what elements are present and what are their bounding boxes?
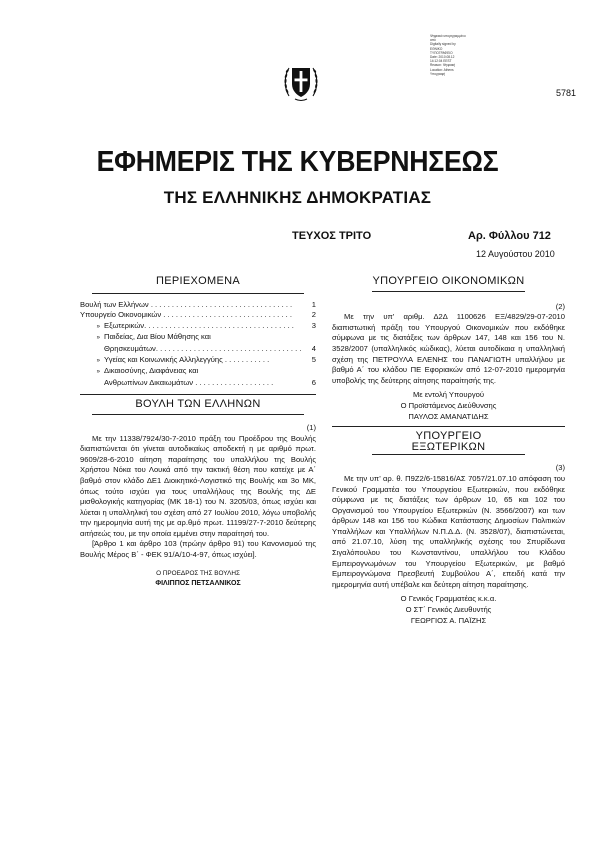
coat-of-arms-icon <box>282 62 320 102</box>
stamp-line: Location: Athens <box>430 67 454 72</box>
stamp-line: από <box>430 38 436 43</box>
decision-text: Με την υπ’ αριθμ. Δ2Δ 1100626 ΕΞ/4829/29-07-2010 διαπιστωτική πράξη του Υπουργού Οικονομικών που εκδόθηκε σύμφωνα με τις διατάξεις των άρθρων 147, 148 και 156 του Ν. 3528/2007 (υπαλληλικός κώδικας), λύεται αυτοδίκαια η υπαλληλική σχέση της ΠΕΤΡΟΥΛΑ ΕΛΕΝΗΣ του ΠΑΝΑΓΙΩΤΗ υπαλλήλου με βαθμό Α΄ του κλάδου ΠΕ Εφοριακών από 12-07-2010 ημερομηνία υποβολής της δεύτερης αίτησης παραίτησής της. <box>332 312 565 385</box>
parliament-heading: ΒΟΥΛΗ ΤΩΝ ΕΛΛΗΝΩΝ <box>135 398 261 411</box>
signer-line: Με εντολή Υπουργού <box>412 390 485 400</box>
contents-item: » Υγείας και Κοινωνικής Αλληλεγγύης . . . . . . . . . . . 5 <box>96 354 316 364</box>
decision-text: Με την υπ’ αρ. θ. Π9Ζ2/6-15816/ΑΣ 7057/21.07.10 απόφαση του Γενικού Γραμματέα του Υπουργείου Εξωτερικών, που εκδόθηκε σύμφωνα με τις διατάξεις των άρθρων 10, 65 και 102 του Οργανισμού του Υπουργείου Εξωτερικών (Ν. 3566/2007) και των άρθρων 148 και 156 του Κώδικα Κατάστασης Δημοσίων Πολιτικών Υπαλλήλων και Υπαλλήλων Ν.Π.Δ.Δ. (Ν. 3528/07), διαπιστώνεται, από 21.07.10, λύση της υπαλληλικής σχέσης του Σπυρίδωνα Σιγαλόπουλου του Κωνσταντίνου, υπαλλήλου του Κλάδου Εμπειρογνωμόνων του Υπουργείου Εξωτερικών, με βαθμό Εμπειρογνώμονα Πρεσβευτή Συμβούλου Α΄, επειδή κατά την ημερομηνία αυτή υπέβαλε και δεύτερη αίτηση παραίτησης. <box>332 473 565 589</box>
gazette-title: ΕΦΗΜΕΡΙΣ ΤΗΣ ΚΥΒΕΡΝΗΣΕΩΣ <box>96 146 499 178</box>
divider <box>372 291 525 292</box>
contents-item: » Δικαιοσύνης, Διαφάνειας και <box>96 366 199 376</box>
contents-item: » Παιδείας, Δια Βίου Μάθησης και <box>96 332 211 342</box>
decision-number: (2) <box>555 301 565 311</box>
contents-item: Θρησκευμάτων. . . . . . . . . . . . . . . . . . . . . . . . . . . . . . . . . . . 4 <box>104 343 316 353</box>
divider <box>372 454 525 455</box>
stamp-line: Ψηφιακά υπογεγραμμένο <box>430 34 466 38</box>
contents-item: Υπουργείο Οικονομικών . . . . . . . . . . . . . . . . . . . . . . . . . . . . . . . 2 <box>80 310 316 320</box>
contents-item: Ανθρωπίνων Δικαιωμάτων . . . . . . . . . . . . . . . . . . . 6 <box>104 377 316 387</box>
issue-date: 12 Αυγούστου 2010 <box>476 249 555 259</box>
decision-number: (3) <box>555 463 565 473</box>
divider <box>80 394 316 395</box>
contents-heading: ΠΕΡΙΕΧΟΜΕΝΑ <box>156 275 240 287</box>
issue-number: Αρ. Φύλλου 712 <box>468 230 551 242</box>
stamp-line: Digitally signed by <box>430 42 456 47</box>
stamp-line: 14:12:04 EEST <box>430 59 452 64</box>
decision-number: (1) <box>306 422 316 432</box>
stamp-line: Reason: Ψηφιακή <box>430 63 456 68</box>
signer-name: ΓΕΩΡΓΙΟΣ Α. ΠΑΪΖΗΣ <box>410 615 487 625</box>
ministry-foreign-heading-2: ΕΞΩΤΕΡΙΚΩΝ <box>411 440 486 453</box>
divider <box>332 426 565 427</box>
decision-text: Με την 11338/7924/30-7-2010 πράξη του Προέδρου της Βουλής διαπιστώνεται ότι γίνεται αυτοδικαίως αποδεκτή η με αριθμό πρωτ. 9609/28-6-2010 αίτηση παραίτησης του υπαλλήλου της Βουλής Χρήστου Νόκα του Λουκά από την τακτική θέση που κατείχε με Α΄ βαθμό στον κλάδο ΔΕ1 Διοικητικό-Λογιστικό της Βουλής και 3ο ΜΚ, όπως τούτο ισχύει για τους υπαλλήλους της Βουλής της ΔΕ μισθολογικής κατηγορίας (ΜΚ 18-1) του Ν. 3205/03, όπως ισχύει και λύεται η υπαλληλική του σχέση από 27 Ιουλίου 2010, λόγω υποβολής την ημερομηνία αυτή της με αρ.θμό πρωτ. 11199/27-7-2010 δεύτερης αιτήσεώς του, με την οποία εμμένει στην παραίτησή του. <box>80 433 316 538</box>
signer-name: ΠΑΥΛΟΣ ΑΜΑΝΑΤΙΔΗΣ <box>408 411 489 421</box>
stamp-line: Date: 2010.08.12 <box>430 55 455 60</box>
signer-title: Ο ΠΡΟΕΔΡΟΣ ΤΗΣ ΒΟΥΛΗΣ <box>156 569 240 577</box>
divider <box>92 293 304 294</box>
divider <box>92 414 304 415</box>
issue-type: ΤΕΥΧΟΣ ΤΡΙΤΟ <box>292 230 372 242</box>
gazette-subtitle: ΤΗΣ ΕΛΛΗΝΙΚΗΣ ΔΗΜΟΚΡΑΤΙΑΣ <box>163 188 432 207</box>
digital-signature-stamp <box>430 34 482 76</box>
contents-item: Βουλή των Ελλήνων . . . . . . . . . . . . . . . . . . . . . . . . . . . . . . . . . . 1 <box>80 299 316 309</box>
stamp-line: ΕΘΝΙΚΟ <box>430 46 443 51</box>
signer-line: Ο Προϊστάμενος Διεύθυνσης <box>400 400 497 410</box>
stamp-line: ΤΥΠΟΓΡΑΦΕΙΟ <box>430 50 453 55</box>
signer-name: ΦΙΛΙΠΠΟΣ ΠΕΤΣΑΛΝΙΚΟΣ <box>155 580 241 588</box>
signer-line: Ο ΣΤ΄ Γενικός Διευθυντής <box>405 605 492 615</box>
contents-item: » Εξωτερικών. . . . . . . . . . . . . . . . . . . . . . . . . . . . . . . . . . . . 3 <box>96 320 316 330</box>
ministry-finance-heading: ΥΠΟΥΡΓΕΙΟ ΟΙΚΟΝΟΜΙΚΩΝ <box>372 275 525 287</box>
right-column <box>332 276 565 626</box>
ministry-foreign-heading-1: ΥΠΟΥΡΓΕΙΟ <box>415 430 482 443</box>
left-column <box>80 276 316 590</box>
decision-text: [Άρθρο 1 και άρθρο 103 (πρώην άρθρο 91) του Κανονισμού της Βουλής Μέρος Β΄ - ΦΕΚ 91/Α/10-4-97, όπως ισχύει]. <box>80 539 316 560</box>
stamp-line: Υπογραφή <box>430 71 446 76</box>
contents-list <box>80 300 316 389</box>
page-number: 5781 <box>556 88 577 98</box>
signer-line: Ο Γενικός Γραμματέας κ.κ.α. <box>400 594 497 604</box>
